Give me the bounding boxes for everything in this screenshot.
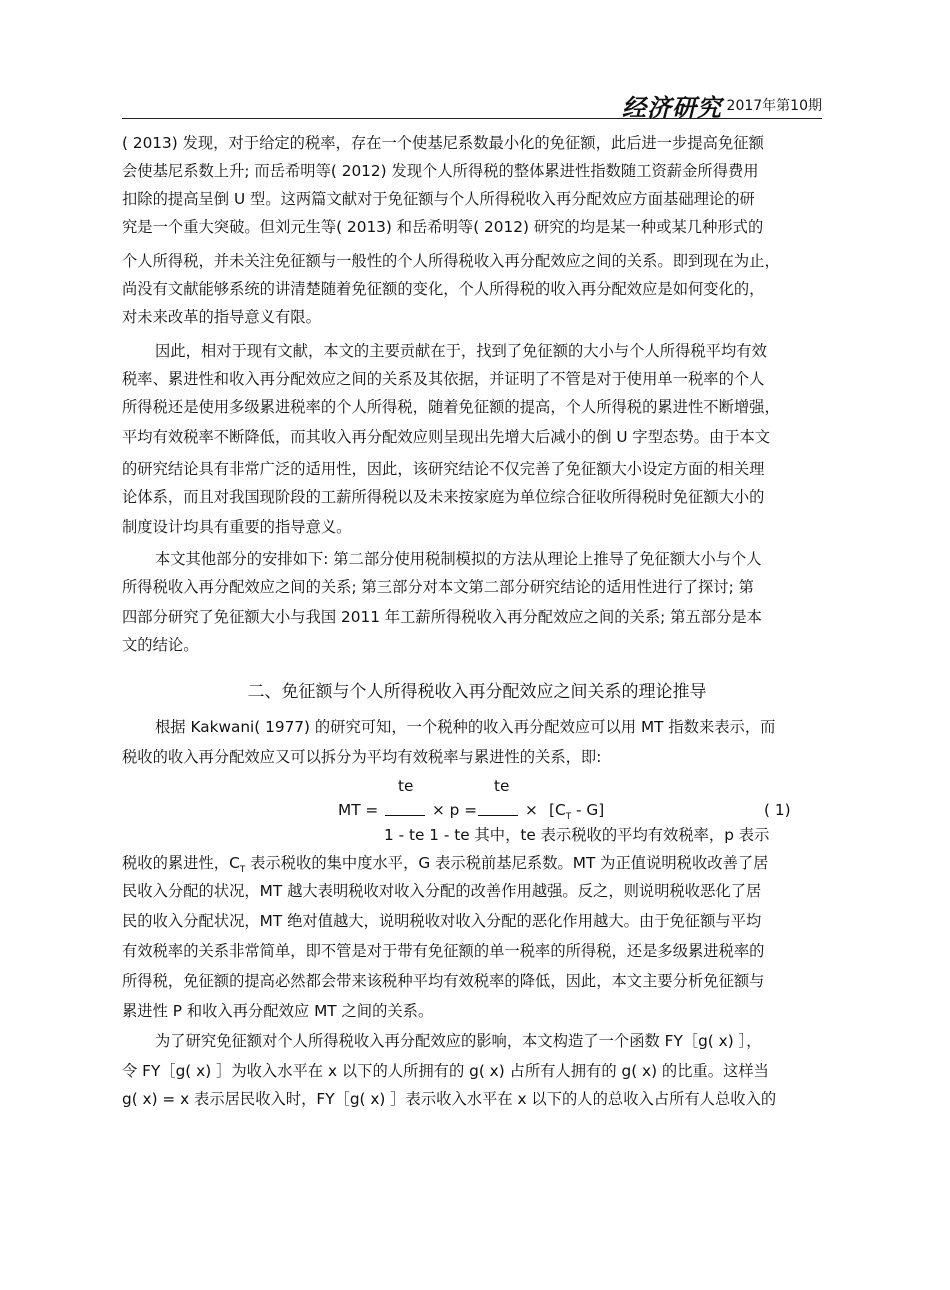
paragraph-2-line: 因此，相对于现有文献，本文的主要贡献在于，找到了免征额的大小与个人所得税平均有效	[155, 342, 767, 360]
ct-subscript: T	[565, 812, 572, 823]
paragraph-1-line: 尚没有文献能够系统的讲清楚随着免征额的变化，个人所得税的收入再分配效应是如何变化的，	[122, 280, 765, 298]
formula-denominator-line: 1 - te 1 - te 其中，te 表示税收的平均有效税率，p 表示	[384, 826, 770, 844]
p5-sub: T	[239, 865, 246, 876]
formula-numerator-1: te	[398, 777, 414, 795]
paragraph-1-line: ( 2013) 发现，对于给定的税率，存在一个使基尼系数最小化的免征额，此后进一步提高免征额	[122, 134, 764, 152]
formula-bracket	[549, 800, 604, 827]
equation-number: ( 1)	[764, 801, 791, 819]
paragraph-2-line: 平均有效税率不断降低，而其收入再分配效应则呈现出先增大后减小的倒 U 字型态势。由于本文	[122, 428, 771, 446]
fraction-bar-2	[478, 815, 518, 816]
fraction-bar-1	[385, 815, 425, 816]
paragraph-1-line: 个人所得税，并未关注免征额与一般性的个人所得税收入再分配效应之间的关系。即到现在为止，	[122, 252, 780, 270]
paragraph-6-line: g( x) = x 表示居民收入时，FY［g( x) ］表示收入水平在 x 以下的人的总收入占所有人总收入的	[122, 1090, 777, 1108]
paragraph-6-line: 为了研究免征额对个人所得税收入再分配效应的影响，本文构造了一个函数 FY［g( x) ］，	[155, 1032, 762, 1050]
journal-logo: 经济研究	[622, 93, 722, 122]
paragraph-5-line: 所得税，免征额的提高必然都会带来该税种平均有效税率的降低，因此，本文主要分析免征额与	[122, 972, 765, 990]
formula-times-p: × p =	[432, 801, 478, 819]
formula-lhs: MT =	[338, 801, 379, 819]
paragraph-3-line: 本文其他部分的安排如下: 第二部分使用税制模拟的方法从理论上推导了免征额大小与个人	[155, 550, 762, 568]
paragraph-4-line: 税收的收入再分配效应又可以拆分为平均有效税率与累进性的关系，即:	[122, 748, 602, 766]
paragraph-3-line: 文的结论。	[122, 636, 199, 654]
paragraph-6-line: 令 FY［g( x) ］为收入水平在 x 以下的人所拥有的 g( x) 占所有人拥有的 g( x) 的比重。这样当	[122, 1062, 769, 1080]
paragraph-1-line: 会使基尼系数上升; 而岳希明等( 2012) 发现个人所得税的整体累进性指数随工资薪金所得费用	[122, 162, 759, 180]
paragraph-2-line: 税率、累进性和收入再分配效应之间的关系及其依据，并证明了不管是对于使用单一税率的个人	[122, 370, 765, 388]
paragraph-5-line: 民收入分配的状况，MT 越大表明税收对收入分配的改善作用越强。反之，则说明税收恶化了居	[122, 882, 762, 900]
paragraph-4-line: 根据 Kakwani( 1977) 的研究可知，一个税种的收入再分配效应可以用 MT 指数来表示，而	[155, 718, 776, 736]
paragraph-5-line	[122, 853, 832, 880]
paragraph-5-line: 民的收入分配状况，MT 绝对值越大，说明税收对收入分配的恶化作用越大。由于免征额与平均	[122, 912, 762, 930]
paragraph-2-line: 制度设计均具有重要的指导意义。	[122, 518, 352, 536]
p5-post: 表示税收的集中度水平，G 表示税前基尼系数。MT 为正值说明税收改善了居	[245, 854, 769, 872]
bracket-open: [C	[549, 801, 566, 819]
paragraph-2-line: 的研究结论具有非常广泛的适用性，因此，该研究结论不仅完善了免征额大小设定方面的相关理	[122, 460, 765, 478]
paragraph-2-line: 所得税还是使用多级累进税率的个人所得税，随着免征额的提高，个人所得税的累进性不断增强，	[122, 398, 780, 416]
paragraph-1-line: 对未来改革的指导意义有限。	[122, 308, 321, 326]
formula-times: ×	[525, 801, 538, 819]
paragraph-2-line: 论体系，而且对我国现阶段的工薪所得税以及未来按家庭为单位综合征收所得税时免征额大小的	[122, 488, 765, 506]
paragraph-5-line: 有效税率的关系非常简单，即不管是对于带有免征额的单一税率的所得税，还是多级累进税率的	[122, 942, 765, 960]
formula-numerator-2: te	[494, 777, 510, 795]
paragraph-1-line: 扣除的提高呈倒 U 型。这两篇文献对于免征额与个人所得税收入再分配效应方面基础理论的研	[122, 190, 755, 208]
paragraph-3-line: 四部分研究了免征额大小与我国 2011 年工薪所得税收入再分配效应之间的关系; 第五部分是本	[122, 608, 762, 626]
paragraph-5-line: 累进性 P 和收入再分配效应 MT 之间的关系。	[122, 1002, 434, 1020]
p5-pre: 税收的累进性，C	[122, 854, 240, 872]
bracket-rest: - G]	[571, 801, 605, 819]
section-title: 二、免征额与个人所得税收入再分配效应之间关系的理论推导	[247, 682, 707, 702]
paragraph-3-line: 所得税收入再分配效应之间的关系; 第三部分对本文第二部分研究结论的适用性进行了探讨; 第	[122, 578, 754, 596]
issue-label: 2017年第10期	[726, 98, 822, 114]
paragraph-1-line: 究是一个重大突破。但刘元生等( 2013) 和岳希明等( 2012) 研究的均是某一种或某几种形式的	[122, 218, 764, 236]
running-header	[122, 84, 822, 122]
